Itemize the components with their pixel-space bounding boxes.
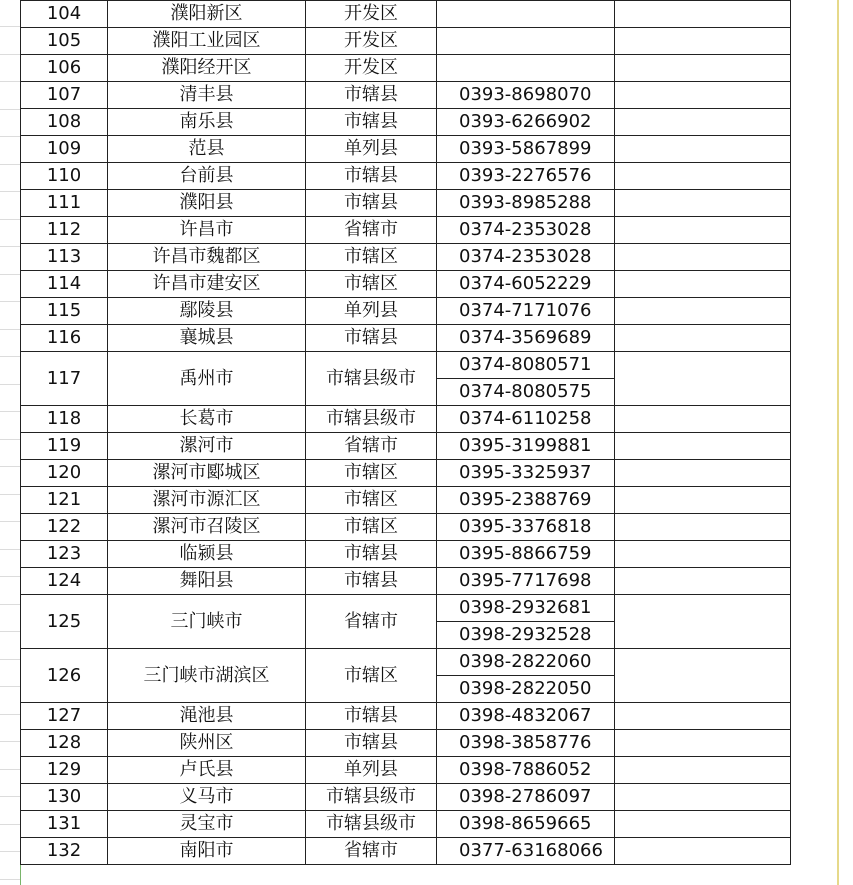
phone-cell[interactable]: 0393-8985288 bbox=[437, 190, 615, 217]
blank-cell[interactable] bbox=[615, 784, 791, 811]
blank-cell[interactable] bbox=[615, 838, 791, 865]
blank-cell[interactable] bbox=[615, 1, 791, 28]
margin-gridline bbox=[0, 384, 20, 385]
table-row bbox=[21, 163, 791, 190]
margin-gridline bbox=[0, 741, 20, 742]
region-type-cell[interactable]: 市辖县 bbox=[306, 568, 437, 595]
table-row bbox=[21, 136, 791, 163]
margin-gridline bbox=[0, 274, 20, 275]
phone-cell[interactable]: 0395-3325937 bbox=[437, 460, 615, 487]
phone-cell[interactable]: 0374-8080571 bbox=[437, 352, 615, 379]
row-number-cell[interactable]: 114 bbox=[21, 271, 108, 298]
blank-cell[interactable] bbox=[615, 109, 791, 136]
region-name-cell[interactable]: 许昌市魏都区 bbox=[108, 244, 306, 271]
phone-cell[interactable]: 0377-63168066 bbox=[437, 838, 615, 865]
row-number-cell[interactable]: 122 bbox=[21, 514, 108, 541]
region-name-cell[interactable]: 濮阳经开区 bbox=[108, 55, 306, 82]
table-row bbox=[21, 28, 791, 55]
blank-cell[interactable] bbox=[615, 811, 791, 838]
phone-cell[interactable]: 0393-2276576 bbox=[437, 163, 615, 190]
region-type-cell[interactable]: 省辖市 bbox=[306, 217, 437, 244]
row-number-cell[interactable]: 118 bbox=[21, 406, 108, 433]
region-name-cell[interactable]: 鄢陵县 bbox=[108, 298, 306, 325]
row-number-cell[interactable]: 127 bbox=[21, 703, 108, 730]
region-type-cell[interactable]: 市辖区 bbox=[306, 460, 437, 487]
region-type-cell[interactable]: 省辖市 bbox=[306, 595, 437, 649]
region-name-cell[interactable]: 禹州市 bbox=[108, 352, 306, 406]
region-name-cell[interactable]: 襄城县 bbox=[108, 325, 306, 352]
phone-cell[interactable]: 0395-7717698 bbox=[437, 568, 615, 595]
region-type-cell[interactable]: 省辖市 bbox=[306, 433, 437, 460]
phone-cell[interactable]: 0395-3376818 bbox=[437, 514, 615, 541]
table-row bbox=[21, 55, 791, 82]
region-name-cell[interactable]: 义马市 bbox=[108, 784, 306, 811]
region-type-cell[interactable]: 市辖县 bbox=[306, 730, 437, 757]
region-type-cell[interactable]: 市辖县级市 bbox=[306, 352, 437, 406]
region-type-cell[interactable]: 市辖区 bbox=[306, 244, 437, 271]
region-type-cell[interactable]: 单列县 bbox=[306, 136, 437, 163]
region-type-cell[interactable]: 省辖市 bbox=[306, 838, 437, 865]
phone-cell[interactable]: 0393-5867899 bbox=[437, 136, 615, 163]
region-type-cell[interactable]: 市辖县 bbox=[306, 109, 437, 136]
region-type-cell[interactable]: 开发区 bbox=[306, 28, 437, 55]
phone-cell[interactable]: 0374-2353028 bbox=[437, 217, 615, 244]
margin-gridline bbox=[0, 301, 20, 302]
margin-gridline bbox=[0, 714, 20, 715]
phone-cell[interactable]: 0398-7886052 bbox=[437, 757, 615, 784]
region-type-cell[interactable]: 市辖县 bbox=[306, 190, 437, 217]
table-row bbox=[21, 757, 791, 784]
region-name-cell[interactable]: 舞阳县 bbox=[108, 568, 306, 595]
table-row bbox=[21, 406, 791, 433]
margin-gridline bbox=[0, 521, 20, 522]
margin-gridline bbox=[0, 686, 20, 687]
region-name-cell[interactable]: 漯河市 bbox=[108, 433, 306, 460]
table-row bbox=[21, 460, 791, 487]
row-number-cell[interactable]: 120 bbox=[21, 460, 108, 487]
margin-gridline bbox=[0, 164, 20, 165]
blank-cell[interactable] bbox=[615, 82, 791, 109]
region-name-cell[interactable]: 漯河市郾城区 bbox=[108, 460, 306, 487]
phone-cell[interactable]: 0398-2786097 bbox=[437, 784, 615, 811]
region-name-cell[interactable]: 许昌市建安区 bbox=[108, 271, 306, 298]
region-type-cell[interactable]: 市辖区 bbox=[306, 271, 437, 298]
table-row bbox=[21, 352, 791, 379]
table-row bbox=[21, 244, 791, 271]
region-type-cell[interactable]: 开发区 bbox=[306, 1, 437, 28]
phone-cell[interactable]: 0395-2388769 bbox=[437, 487, 615, 514]
table-row bbox=[21, 514, 791, 541]
phone-cell[interactable]: 0374-6110258 bbox=[437, 406, 615, 433]
phone-cell[interactable]: 0393-6266902 bbox=[437, 109, 615, 136]
blank-cell[interactable] bbox=[615, 541, 791, 568]
region-type-cell[interactable]: 市辖区 bbox=[306, 487, 437, 514]
region-name-cell[interactable]: 清丰县 bbox=[108, 82, 306, 109]
region-type-cell[interactable]: 单列县 bbox=[306, 298, 437, 325]
phone-cell[interactable] bbox=[437, 1, 615, 28]
region-name-cell[interactable]: 三门峡市 bbox=[108, 595, 306, 649]
row-number-cell[interactable]: 111 bbox=[21, 190, 108, 217]
blank-cell[interactable] bbox=[615, 136, 791, 163]
row-number-cell[interactable]: 110 bbox=[21, 163, 108, 190]
margin-gridline bbox=[0, 329, 20, 330]
phone-cell[interactable]: 0398-4832067 bbox=[437, 703, 615, 730]
region-name-cell[interactable]: 临颍县 bbox=[108, 541, 306, 568]
phone-cell[interactable]: 0374-7171076 bbox=[437, 298, 615, 325]
row-number-cell[interactable]: 121 bbox=[21, 487, 108, 514]
phone-cell[interactable]: 0374-8080575 bbox=[437, 379, 615, 406]
region-name-cell[interactable]: 南乐县 bbox=[108, 109, 306, 136]
phone-cell[interactable]: 0374-3569689 bbox=[437, 325, 615, 352]
region-name-cell[interactable]: 许昌市 bbox=[108, 217, 306, 244]
row-number-cell[interactable]: 119 bbox=[21, 433, 108, 460]
region-type-cell[interactable]: 市辖县 bbox=[306, 541, 437, 568]
table-row bbox=[21, 217, 791, 244]
margin-gridline bbox=[0, 879, 20, 880]
row-number-cell[interactable]: 108 bbox=[21, 109, 108, 136]
blank-cell[interactable] bbox=[615, 352, 791, 406]
phone-cell[interactable]: 0395-3199881 bbox=[437, 433, 615, 460]
margin-gridline bbox=[0, 631, 20, 632]
row-number-cell[interactable]: 116 bbox=[21, 325, 108, 352]
region-type-cell[interactable]: 市辖县级市 bbox=[306, 811, 437, 838]
region-name-cell[interactable]: 灵宝市 bbox=[108, 811, 306, 838]
phone-cell[interactable] bbox=[437, 28, 615, 55]
row-number-cell[interactable]: 109 bbox=[21, 136, 108, 163]
blank-cell[interactable] bbox=[615, 298, 791, 325]
phone-cell[interactable]: 0398-2932528 bbox=[437, 622, 615, 649]
blank-cell[interactable] bbox=[615, 568, 791, 595]
region-type-cell[interactable]: 市辖县级市 bbox=[306, 406, 437, 433]
region-name-cell[interactable]: 渑池县 bbox=[108, 703, 306, 730]
phone-cell[interactable]: 0398-2932681 bbox=[437, 595, 615, 622]
margin-gridline bbox=[0, 439, 20, 440]
blank-cell[interactable] bbox=[615, 730, 791, 757]
sheet-right-border bbox=[837, 0, 839, 885]
phone-cell[interactable]: 0374-6052229 bbox=[437, 271, 615, 298]
table-row bbox=[21, 1, 791, 28]
margin-gridline bbox=[0, 494, 20, 495]
row-number-cell[interactable]: 124 bbox=[21, 568, 108, 595]
blank-cell[interactable] bbox=[615, 460, 791, 487]
table-body bbox=[21, 1, 791, 865]
phone-cell[interactable]: 0398-2822050 bbox=[437, 676, 615, 703]
table-row bbox=[21, 838, 791, 865]
phone-cell[interactable]: 0398-8659665 bbox=[437, 811, 615, 838]
row-number-cell[interactable]: 123 bbox=[21, 541, 108, 568]
region-type-cell[interactable]: 市辖区 bbox=[306, 514, 437, 541]
blank-cell[interactable] bbox=[615, 406, 791, 433]
region-type-cell[interactable]: 市辖县 bbox=[306, 82, 437, 109]
region-name-cell[interactable]: 台前县 bbox=[108, 163, 306, 190]
blank-cell[interactable] bbox=[615, 217, 791, 244]
table-row bbox=[21, 298, 791, 325]
blank-cell[interactable] bbox=[615, 703, 791, 730]
region-type-cell[interactable]: 开发区 bbox=[306, 55, 437, 82]
margin-gridline bbox=[0, 576, 20, 577]
row-number-cell[interactable]: 107 bbox=[21, 82, 108, 109]
blank-cell[interactable] bbox=[615, 28, 791, 55]
row-number-cell[interactable]: 130 bbox=[21, 784, 108, 811]
table-row bbox=[21, 568, 791, 595]
row-number-cell[interactable]: 132 bbox=[21, 838, 108, 865]
margin-gridline bbox=[0, 356, 20, 357]
table-row bbox=[21, 595, 791, 622]
region-name-cell[interactable]: 漯河市源汇区 bbox=[108, 487, 306, 514]
region-type-cell[interactable]: 市辖县 bbox=[306, 163, 437, 190]
blank-cell[interactable] bbox=[615, 433, 791, 460]
table-row bbox=[21, 730, 791, 757]
row-number-cell[interactable]: 104 bbox=[21, 1, 108, 28]
region-type-cell[interactable]: 市辖县 bbox=[306, 703, 437, 730]
table-row bbox=[21, 190, 791, 217]
region-name-cell[interactable]: 卢氏县 bbox=[108, 757, 306, 784]
phone-cell[interactable]: 0398-2822060 bbox=[437, 649, 615, 676]
table-row bbox=[21, 271, 791, 298]
margin-gridline bbox=[0, 796, 20, 797]
table-row bbox=[21, 82, 791, 109]
region-name-cell[interactable]: 三门峡市湖滨区 bbox=[108, 649, 306, 703]
row-number-cell[interactable]: 131 bbox=[21, 811, 108, 838]
row-number-cell[interactable]: 129 bbox=[21, 757, 108, 784]
region-name-cell[interactable]: 陕州区 bbox=[108, 730, 306, 757]
phone-cell[interactable] bbox=[437, 55, 615, 82]
blank-cell[interactable] bbox=[615, 163, 791, 190]
row-number-cell[interactable]: 126 bbox=[21, 649, 108, 703]
margin-gridline bbox=[0, 54, 20, 55]
margin-gridline bbox=[0, 219, 20, 220]
blank-cell[interactable] bbox=[615, 325, 791, 352]
region-type-cell[interactable]: 市辖县 bbox=[306, 325, 437, 352]
region-name-cell[interactable]: 漯河市召陵区 bbox=[108, 514, 306, 541]
row-number-cell[interactable]: 105 bbox=[21, 28, 108, 55]
region-type-cell[interactable]: 市辖县级市 bbox=[306, 784, 437, 811]
blank-cell[interactable] bbox=[615, 271, 791, 298]
row-number-cell[interactable]: 106 bbox=[21, 55, 108, 82]
blank-cell[interactable] bbox=[615, 487, 791, 514]
blank-cell[interactable] bbox=[615, 757, 791, 784]
region-name-cell[interactable]: 濮阳县 bbox=[108, 190, 306, 217]
blank-cell[interactable] bbox=[615, 649, 791, 703]
row-number-cell[interactable]: 113 bbox=[21, 244, 108, 271]
region-name-cell[interactable]: 范县 bbox=[108, 136, 306, 163]
blank-cell[interactable] bbox=[615, 244, 791, 271]
blank-cell[interactable] bbox=[615, 190, 791, 217]
table-row bbox=[21, 811, 791, 838]
region-name-cell[interactable]: 濮阳工业园区 bbox=[108, 28, 306, 55]
table-row bbox=[21, 541, 791, 568]
row-number-cell[interactable]: 128 bbox=[21, 730, 108, 757]
margin-gridline bbox=[0, 109, 20, 110]
table-row bbox=[21, 784, 791, 811]
margin-gridline bbox=[0, 411, 20, 412]
margin-gridline bbox=[0, 81, 20, 82]
table-row bbox=[21, 703, 791, 730]
region-type-cell[interactable]: 单列县 bbox=[306, 757, 437, 784]
phone-cell[interactable]: 0398-3858776 bbox=[437, 730, 615, 757]
contact-table bbox=[20, 0, 791, 865]
table-row bbox=[21, 109, 791, 136]
row-number-cell[interactable]: 112 bbox=[21, 217, 108, 244]
table-row bbox=[21, 649, 791, 676]
table-row bbox=[21, 325, 791, 352]
phone-cell[interactable]: 0395-8866759 bbox=[437, 541, 615, 568]
margin-gridline bbox=[0, 851, 20, 852]
margin-gridline bbox=[0, 466, 20, 467]
region-name-cell[interactable]: 濮阳新区 bbox=[108, 1, 306, 28]
phone-cell[interactable]: 0374-2353028 bbox=[437, 244, 615, 271]
margin-gridline bbox=[0, 659, 20, 660]
blank-cell[interactable] bbox=[615, 55, 791, 82]
row-number-cell[interactable]: 117 bbox=[21, 352, 108, 406]
blank-cell[interactable] bbox=[615, 595, 791, 649]
table-row bbox=[21, 433, 791, 460]
region-type-cell[interactable]: 市辖区 bbox=[306, 649, 437, 703]
region-name-cell[interactable]: 南阳市 bbox=[108, 838, 306, 865]
blank-cell[interactable] bbox=[615, 514, 791, 541]
margin-gridline bbox=[0, 136, 20, 137]
region-name-cell[interactable]: 长葛市 bbox=[108, 406, 306, 433]
margin-gridline bbox=[0, 604, 20, 605]
margin-gridline bbox=[0, 824, 20, 825]
margin-gridline bbox=[0, 549, 20, 550]
margin-gridline bbox=[0, 26, 20, 27]
phone-cell[interactable]: 0393-8698070 bbox=[437, 82, 615, 109]
margin-gridline bbox=[0, 191, 20, 192]
row-number-cell[interactable]: 125 bbox=[21, 595, 108, 649]
margin-gridline bbox=[0, 246, 20, 247]
row-number-cell[interactable]: 115 bbox=[21, 298, 108, 325]
table-row bbox=[21, 487, 791, 514]
margin-gridline bbox=[0, 769, 20, 770]
